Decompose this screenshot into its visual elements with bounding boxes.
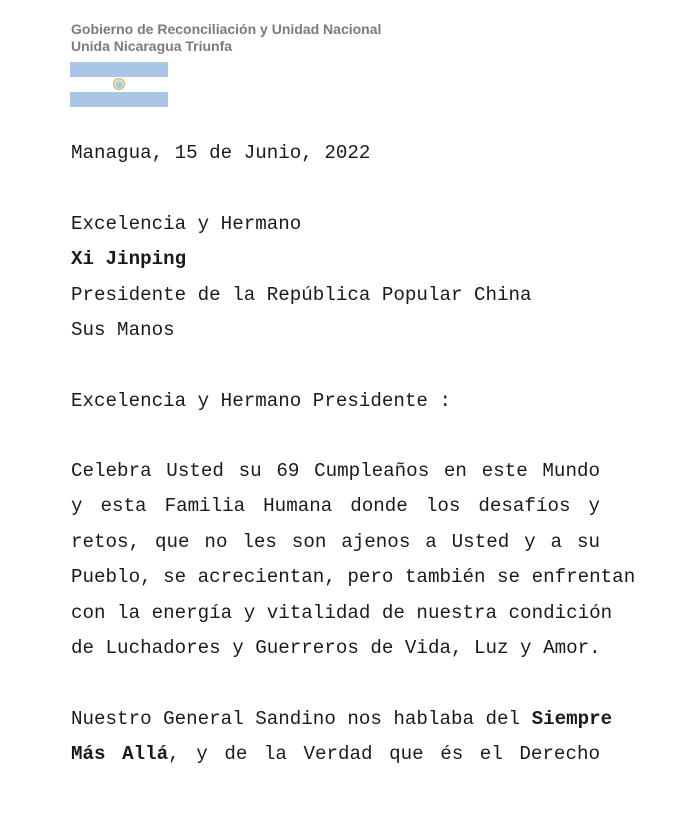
flag-bottom-band <box>70 92 168 107</box>
paragraph-2-line-2 <box>71 737 600 772</box>
paragraph-1-line: retos, que no les son ajenos a Usted y a su <box>71 530 600 553</box>
nicaragua-flag-icon <box>70 62 168 107</box>
recipient-delivery: Sus Manos <box>71 319 175 341</box>
paragraph-2-text: Nuestro General Sandino nos hablaba del <box>71 708 521 730</box>
letter-date: Managua, 15 de Junio, 2022 <box>71 142 371 164</box>
paragraph-1-line: de Luchadores y Guerreros de Vida, Luz y Amor. <box>71 637 601 660</box>
flag-middle-band <box>70 77 168 92</box>
paragraph-2 <box>71 702 613 773</box>
paragraph-1 <box>71 454 636 666</box>
paragraph-2-text: , y de la Verdad que és el Derecho <box>168 743 600 766</box>
paragraph-2-line-1 <box>71 702 613 737</box>
letterhead <box>71 21 381 55</box>
salutation-top: Excelencia y Hermano <box>71 213 302 235</box>
paragraph-2-emphasis: Siempre <box>531 708 613 730</box>
recipient-name <box>71 247 186 271</box>
flag-top-band <box>70 62 168 77</box>
coat-of-arms-icon <box>113 78 125 90</box>
greeting: Excelencia y Hermano Presidente : <box>71 390 451 412</box>
paragraph-1-line: con la energía y vitalidad de nuestra condición <box>71 601 613 624</box>
paragraph-1-line: Pueblo, se acrecientan, pero también se enfrentan <box>71 566 636 589</box>
paragraph-1-line: Celebra Usted su 69 Cumpleaños en este Mundo <box>71 460 600 482</box>
paragraph-1-line: y esta Familia Humana donde los desafíos y <box>71 495 600 518</box>
letterhead-line-2: Unida Nicaragua Triunfa <box>71 38 233 54</box>
recipient-name-text: Xi Jinping <box>71 248 187 270</box>
recipient-title: Presidente de la República Popular China <box>71 284 532 306</box>
letterhead-line-1: Gobierno de Reconciliación y Unidad Nacional <box>71 21 382 37</box>
paragraph-2-emphasis: Más Allá <box>71 743 169 766</box>
